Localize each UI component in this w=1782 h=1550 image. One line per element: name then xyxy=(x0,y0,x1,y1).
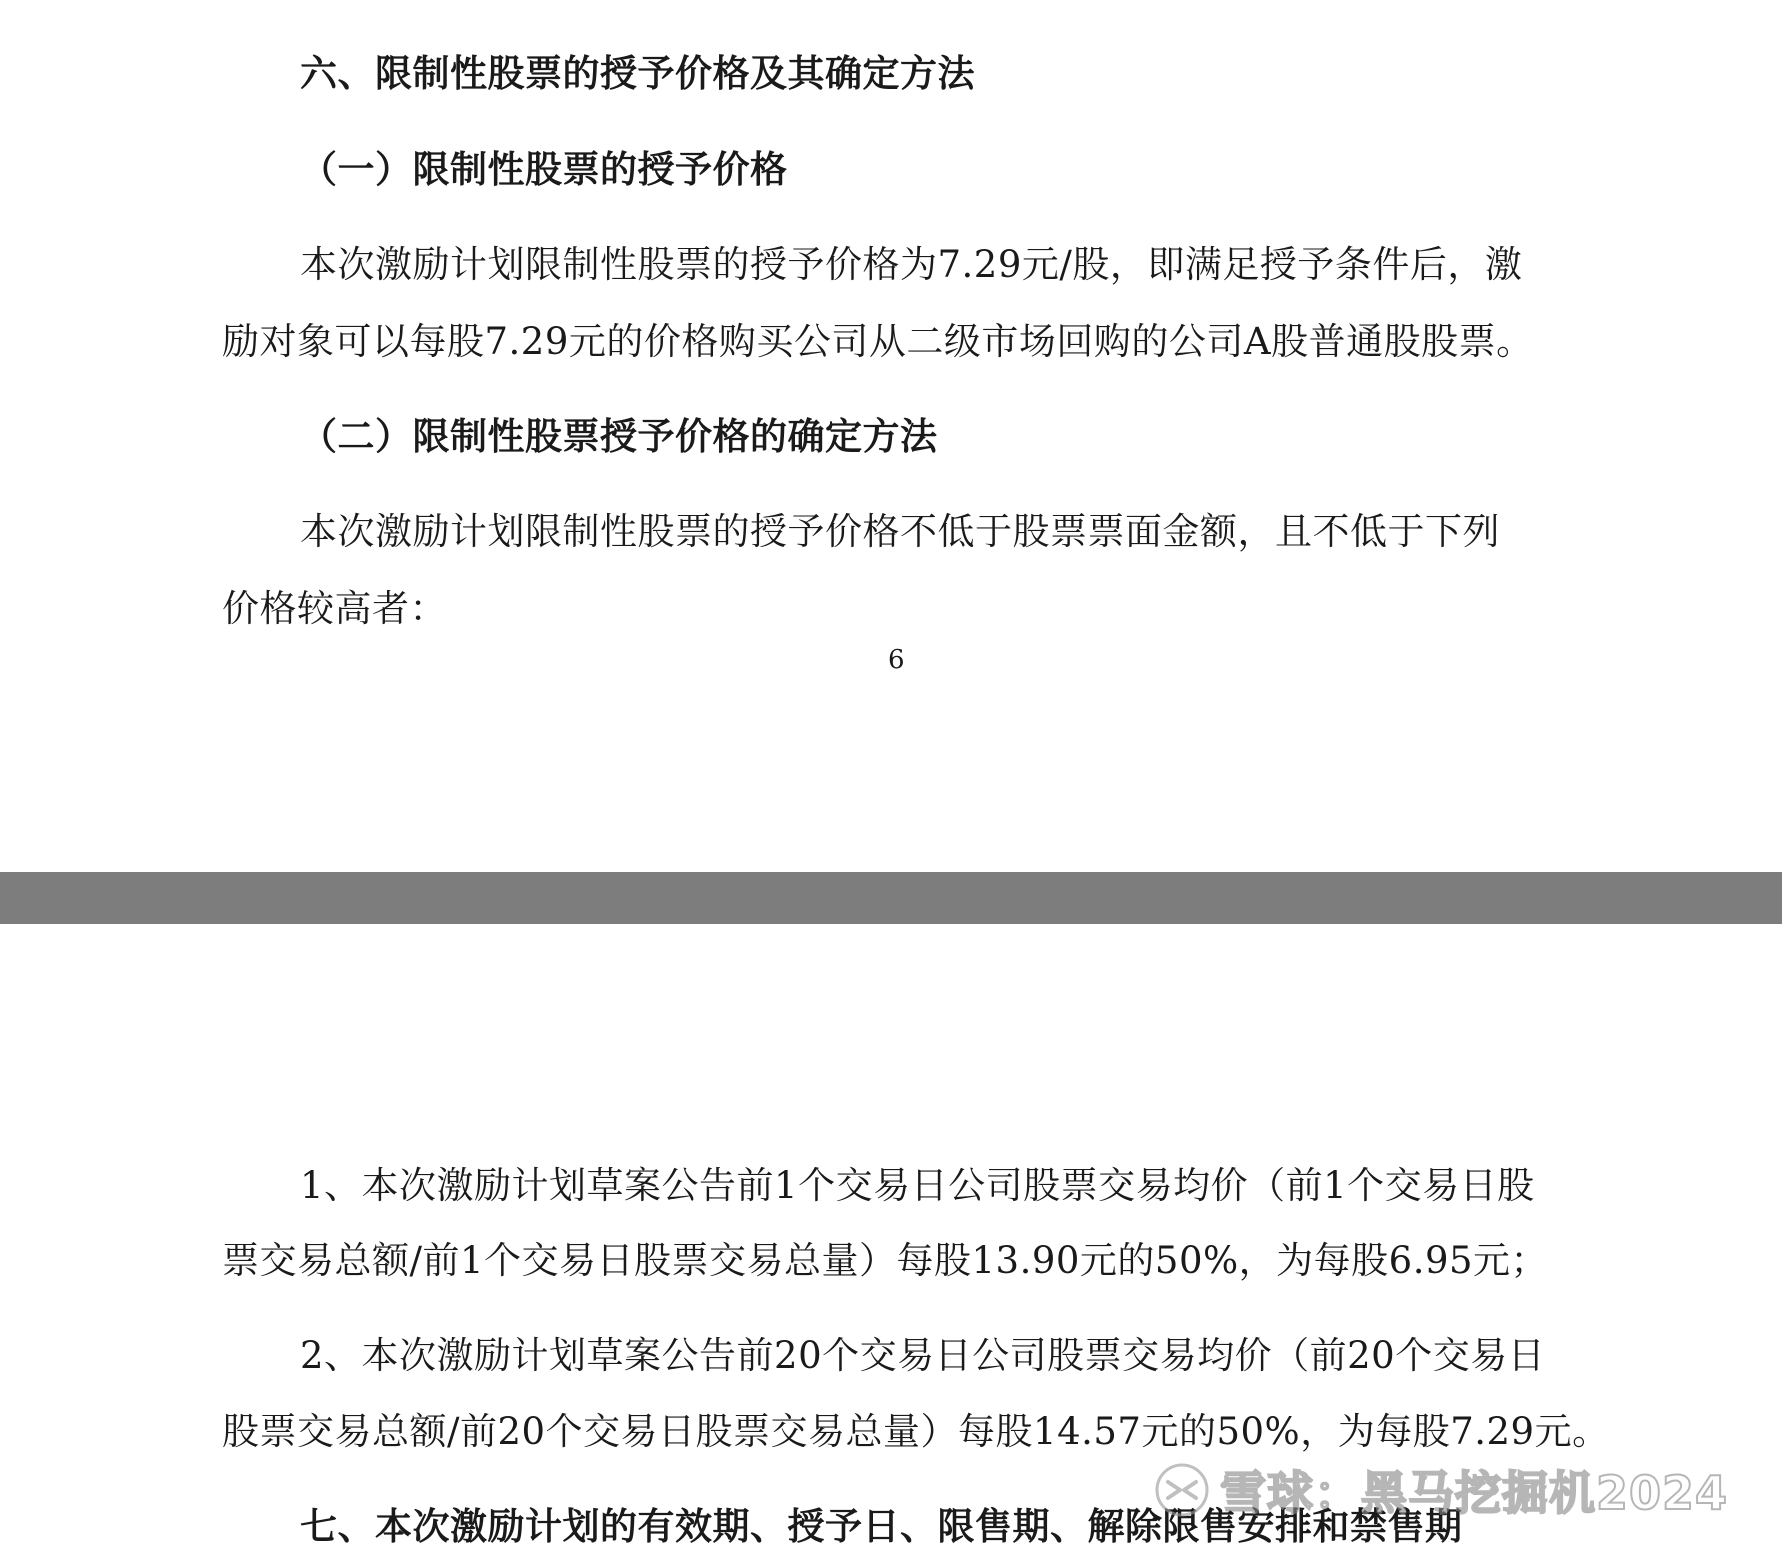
paragraph-line: 价格较高者： xyxy=(222,587,447,630)
page-separator xyxy=(0,872,1782,924)
page-number: 6 xyxy=(888,645,905,675)
watermark xyxy=(1154,1458,1728,1522)
section-heading: 六、限制性股票的授予价格及其确定方法 xyxy=(300,51,975,95)
paragraph-line: 励对象可以每股7.29元的价格购买公司从二级市场回购的公司A股普通股股票。 xyxy=(222,320,1534,363)
paragraph-line: 本次激励计划限制性股票的授予价格不低于股票票面金额，且不低于下列 xyxy=(300,510,1500,553)
xueqiu-logo-icon xyxy=(1154,1462,1210,1518)
section-heading-7: 七、本次激励计划的有效期、授予日、限售期、解除限售安排和禁售期 xyxy=(300,1504,1463,1548)
sub-heading-price-method: （二）限制性股票授予价格的确定方法 xyxy=(300,414,938,458)
sub-heading-grant-price: （一）限制性股票的授予价格 xyxy=(300,147,788,191)
document-page-bottom xyxy=(0,924,1782,1548)
list-item-line: 股票交易总额/前20个交易日股票交易总量）每股14.57元的50%，为每股7.29元。 xyxy=(222,1410,1610,1453)
list-item-line: 2、本次激励计划草案公告前20个交易日公司股票交易均价（前20个交易日 xyxy=(300,1334,1546,1377)
list-item-line: 1、本次激励计划草案公告前1个交易日公司股票交易均价（前1个交易日股 xyxy=(300,1164,1535,1207)
watermark-text: 雪球：黑马挖掘机2024 xyxy=(1219,1466,1728,1520)
paragraph-line: 本次激励计划限制性股票的授予价格为7.29元/股，即满足授予条件后，激 xyxy=(300,243,1523,286)
list-item-line: 票交易总额/前1个交易日股票交易总量）每股13.90元的50%，为每股6.95元； xyxy=(222,1239,1549,1282)
